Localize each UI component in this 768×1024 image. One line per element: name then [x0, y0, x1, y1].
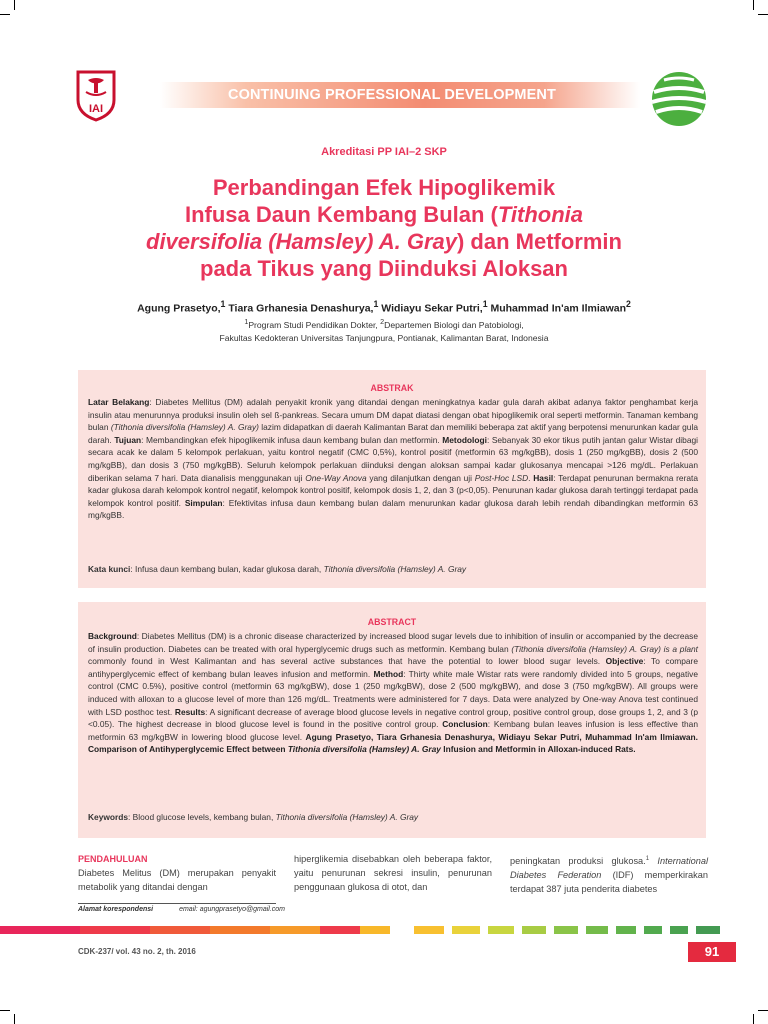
crop-mark [758, 14, 768, 15]
abstrak-keywords: Kata kunci: Infusa daun kembang bulan, kadar glukosa darah, Tithonia diversifolia (Hamsley) A. Gray [88, 564, 467, 574]
author: Agung Prasetyo, [137, 302, 221, 315]
abstrak-body: Latar Belakang: Diabetes Mellitus (DM) adalah penyakit kronik yang ditandai dengan meningkatnya kadar gula darah akibat adanya faktor penghambat kerja insulin atau menurunnya produksi insulin oleh sel ß-pankreas. Secara umum DM dapat diatasi dengan obat hipoglikemik oral seperti metformin. Tanaman kembang bulan (Tithonia diversifolia (Hamsley) A. Gray) lazim didapatkan di daerah Kalimantan Barat dan memiliki beberapa zat aktif yang berpotensi menurunkan kadar gula darah. Tujuan: Membandingkan efek hipoglikemik infusa daun kembang bulan dan metformin. Metodologi: Sebanyak 30 ekor tikus putih jantan galur Wistar dibagi secara acak ke dalam 5 kelompok perlakuan, yaitu kontrol negatif (CMC 0,5%), kontrol positif (metformin 63 mg/kgBB), dosis 1 (250 mg/kgBB), dosis 2 (500 mg/kgBB), dan dosis 3 (750 mg/kgBB). Seluruh kelompok perlakuan diinduksi dengan aloksan sampai kadar glukosanya mencapai >126 mg/dL. Perlakuan diberikan selama 7 hari. Data dianalisis menggunakan uji One-Way Anova yang dilanjutkan dengan uji Post-Hoc LSD. Hasil: Terdapat penurunan bermakna rerata kadar glukosa darah kelompok kontrol negatif, kelompok kontrol positif, kelompok dosis 1, 2, dan 3 (p<0,05). Penurunan kadar glukosa darah tertinggi terdapat pada kelompok kontrol positif. Simpulan: Efektivitas infusa daun kembang bulan dalam menurunkan kadar glukosa darah lebih rendah dibandingkan metformin 63 mg/kgBB. [88, 397, 699, 521]
abstract-body: Background: Diabetes Mellitus (DM) is a chronic disease characterized by increased blood sugar levels due to inhibition of insulin or accompanied by the decrease of insulin production. Diabetes can be treated with oral hyperglycemic drugs such as metformin. Kembang bulan (Tithonia diversifolia (Hamsley) A. Gray) is a plant commonly found in West Kalimantan and has several active substances that have the potential to lower blood sugar levels. Objective: To compare antihyperglycemic effect of kembang bulan leaves infusion and metformin. Method: Thirty white male Wistar rats were randomly divided into 5 groups, negative control (CMC 0.5%), positive control (metformin 63 mg/kgBW), dose 1 (250 mg/kgBW), dose 2 (500 mg/kgBW), and dose 3 (750 mg/kgBW). All groups were induced with alloxan to a glucose level of more than 126 mg/dL. Treatments were administered for 7 days. Data were analyzed by One-way Anova test continued with LSD posthoc test. Results: A significant decrease of average blood glucose levels in negative control group, positive control group, dose groups 1, 2, and 3 (p <0.05). The highest decrease in blood glucose level is found in the positive control group. Conclusion: Kembang bulan leaves infusion is less effective than metformin 63 mg/kgBW in lowering blood glucose level. Agung Prasetyo, Tiara Grhanesia Denashurya, Widiayu Sekar Putri, Muhammad In'am Ilmiawan. Comparison of Antihyperglycemic Effect between Tithonia diversifolia (Hamsley) A. Gray Infusion and Metformin in Alloxan-induced Rats. [88, 631, 699, 755]
globe-logo-icon [650, 70, 708, 128]
crop-mark [14, 0, 15, 10]
title-line: Infusa Daun Kembang Bulan (Tithonia [184, 202, 584, 227]
affiliations: $^1$Program Studi Pendidikan Dokter, $^2$Departemen Biologi dan Patobiologi, Fakultas Kedokteran Universitas Tanjungpura, Pontianak, Kalimantan Barat, Indonesia [219, 318, 549, 344]
abstrak-box [78, 370, 706, 588]
author-list: Agung Prasetyo,$^1$ Tiara Grhanesia Denashurya,$^1$ Widiayu Sekar Putri,$^1$ Muhammad In'am Ilmiawan$^2$ [137, 299, 631, 315]
abstrak-heading: ABSTRAK [370, 383, 414, 393]
section-heading: PENDAHULUAN [78, 854, 148, 864]
article-title [60, 174, 708, 282]
correspondence-label: Alamat korespondensi [78, 906, 154, 913]
author: Tiara Grhanesia Denashurya, [228, 302, 374, 315]
correspondence-divider [78, 903, 276, 904]
title-line: diversifolia (Hamsley) A. Gray) dan Metformin [146, 229, 622, 254]
crop-mark [0, 14, 10, 15]
correspondence [78, 906, 285, 913]
crop-mark [753, 1014, 754, 1024]
abstract-keywords: Keywords: Blood glucose levels, kembang bulan, Tithonia diversifolia (Hamsley) A. Gray [88, 812, 419, 822]
crop-mark [0, 1010, 10, 1011]
crop-mark [14, 1014, 15, 1024]
page-number: 91 [688, 942, 736, 962]
title-line: pada Tikus yang Diinduksi Aloksan [200, 256, 568, 281]
iai-logo-text: IAI [88, 103, 104, 115]
iai-logo-icon [74, 70, 118, 122]
body-column-1 [78, 852, 276, 894]
body-text: hiperglikemia disebabkan oleh beberapa faktor, yaitu penurunan sekresi insulin, penurunan penggunaan glukosa di otot, dan [294, 854, 492, 892]
author: Muhammad In'am Ilmiawan [490, 302, 627, 315]
color-stripe [0, 926, 768, 934]
body-column-3: peningkatan produksi glukosa.$^1$ International Diabetes Federation (IDF) memperkirakan terdapat 387 juta penderita diabetes [510, 856, 708, 895]
crop-mark [758, 1010, 768, 1011]
journal-footer: CDK-237/ vol. 43 no. 2, th. 2016 [78, 947, 196, 956]
banner-title: CONTINUING PROFESSIONAL DEVELOPMENT [228, 87, 556, 103]
author: Widiayu Sekar Putri, [381, 302, 483, 315]
abstract-heading: ABSTRACT [367, 617, 417, 627]
abstract-box [78, 602, 706, 838]
body-column-2 [294, 852, 492, 894]
body-text: Diabetes Melitus (DM) merupakan penyakit metabolik yang ditandai dengan [78, 868, 276, 892]
correspondence-email[interactable]: email: agungprasetyo@gmail.com [179, 906, 286, 913]
accreditation-label: Akreditasi PP IAI–2 SKP [321, 146, 447, 158]
title-line: Perbandingan Efek Hipoglikemik [212, 175, 556, 200]
crop-mark [753, 0, 754, 10]
